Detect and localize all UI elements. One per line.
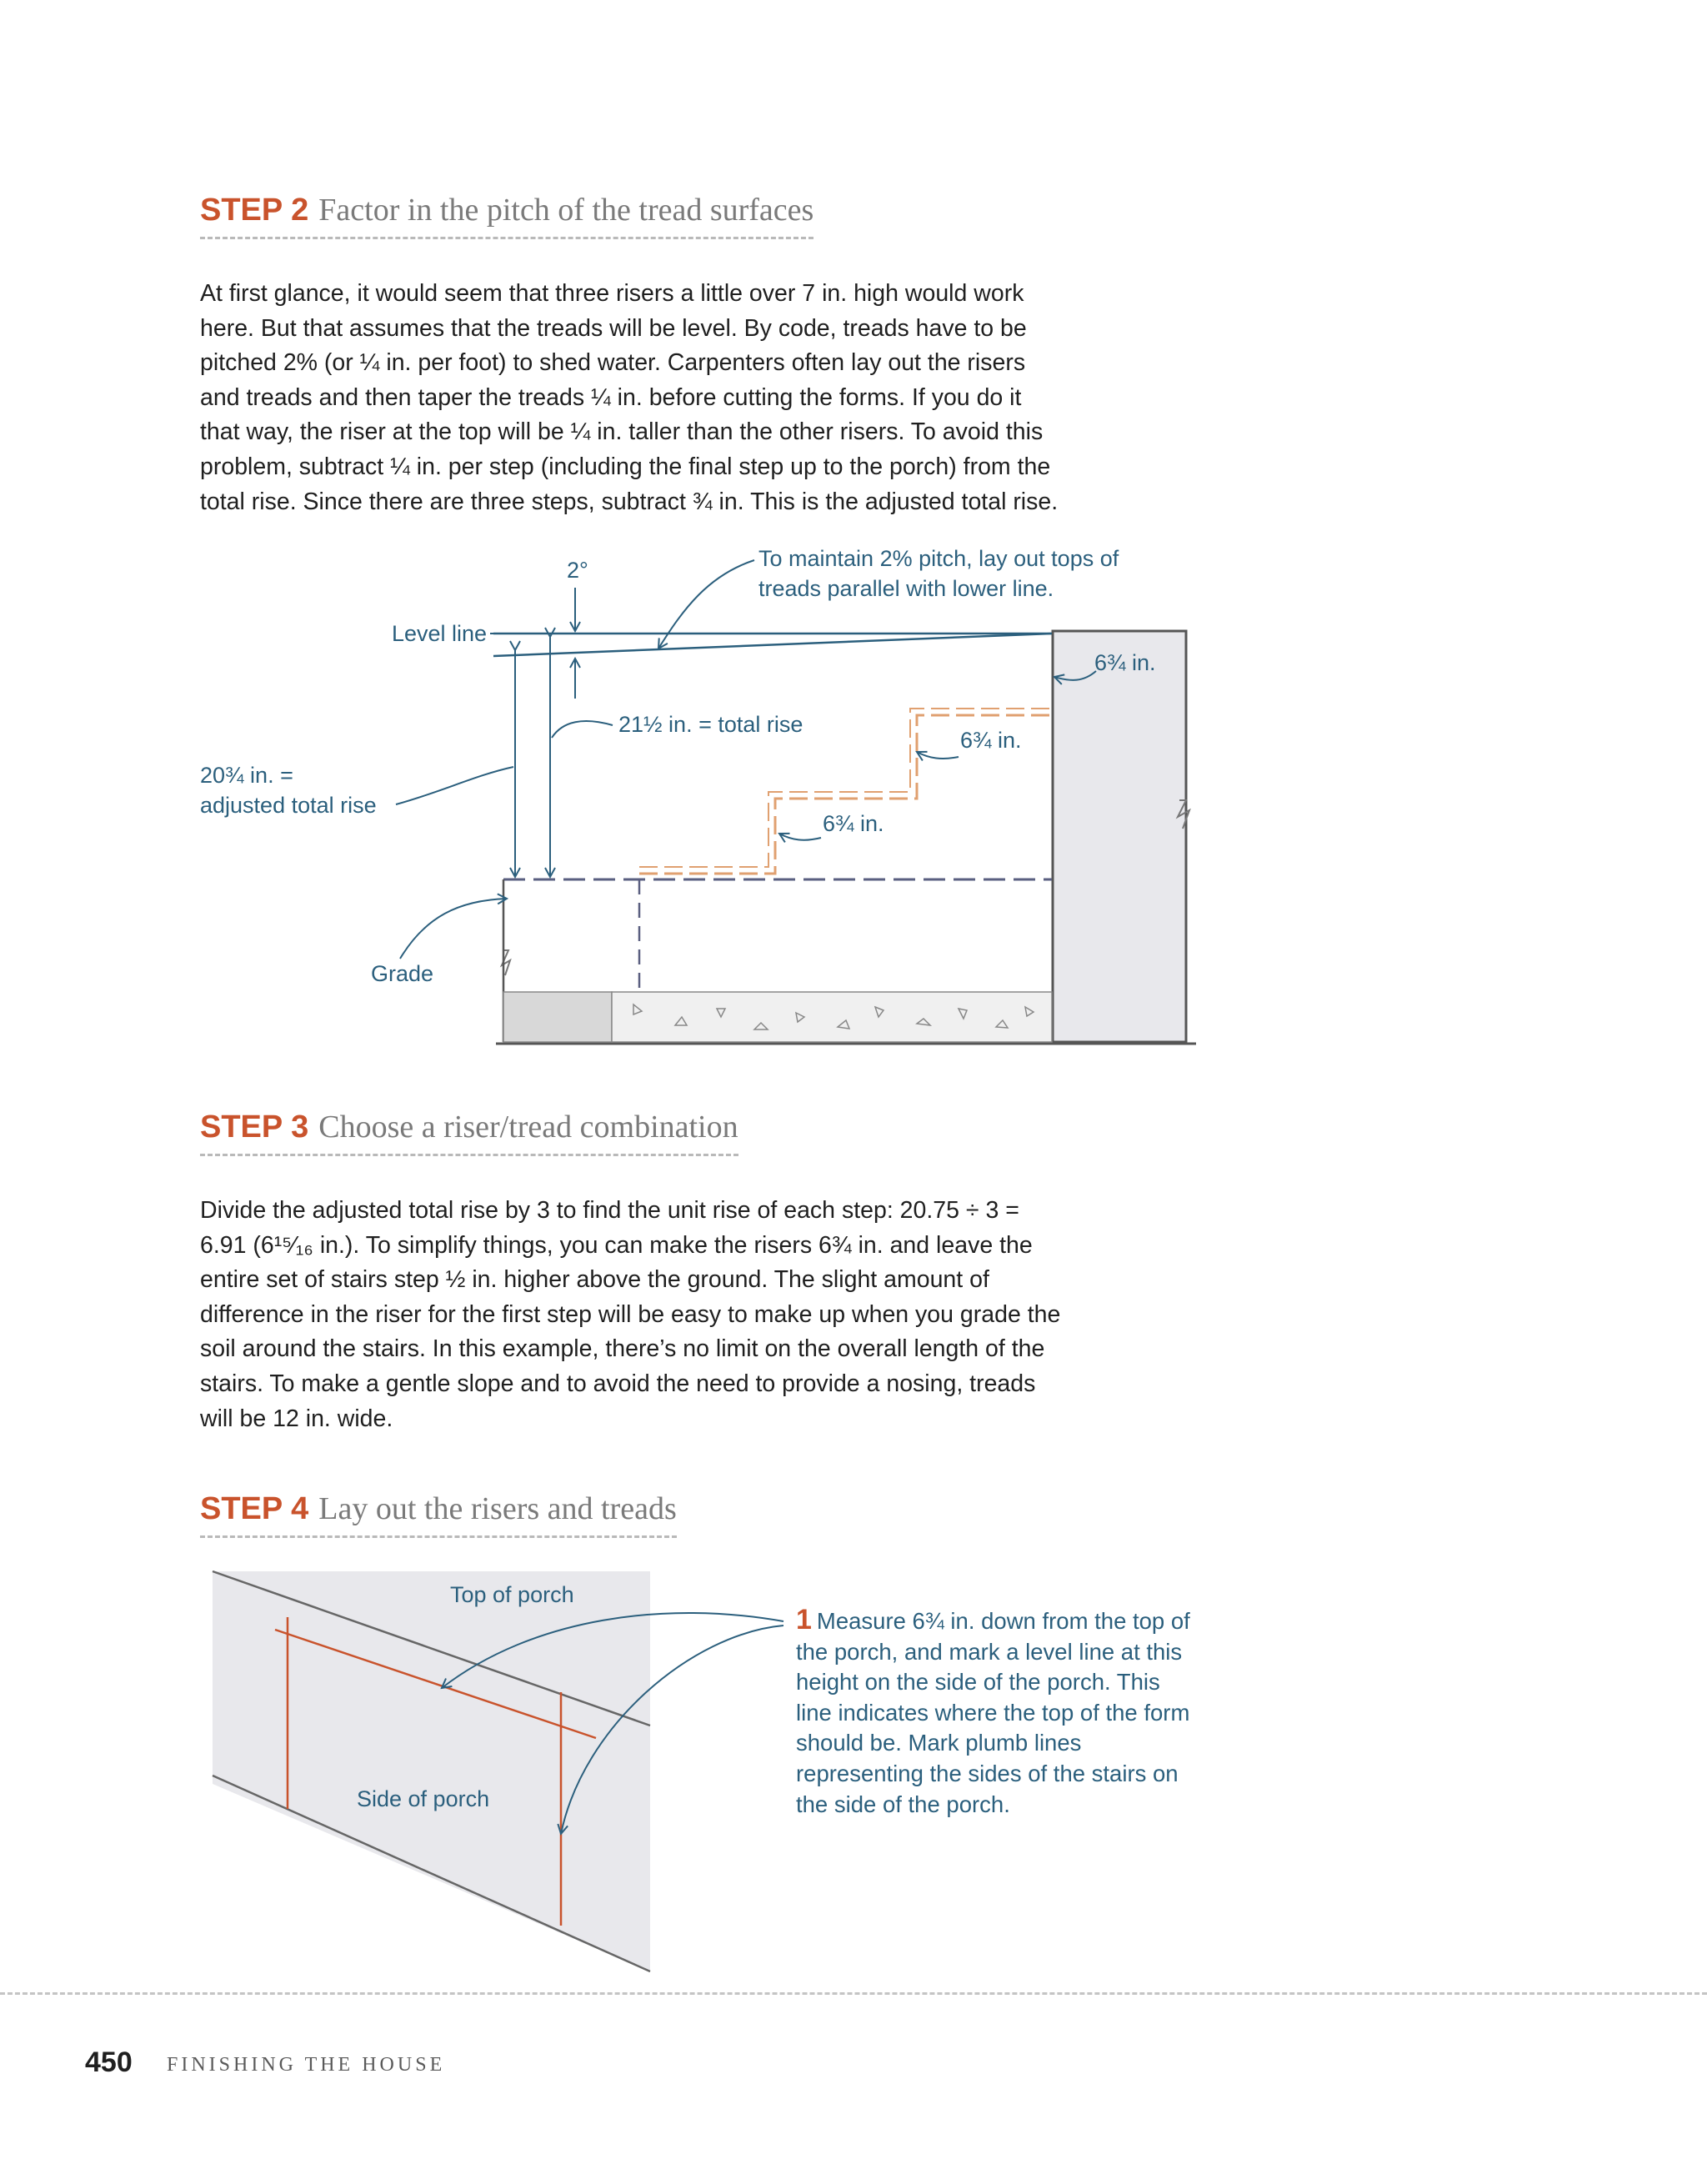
step-title: Lay out the risers and treads [318,1491,677,1526]
step-2-paragraph: At first glance, it would seem that three risers a little over 7 in. high would work here. But that assumes that the treads will be level. By code, treads have to be pitched 2% (or ¼ in. per foot) to shed water. Carpenters often lay out the risers and treads and then taper the treads ¼ in. before cutting the forms. If you do it that way, the riser at the top will be ¼ in. taller than the other risers. To avoid this problem, subtract ¼ in. per step (including the final step up to the porch) from the total rise. Since there are three steps, subtract ¾ in. This is the adjusted total rise. [200,280,1059,515]
pitch-note-line2: treads parallel with lower line. [758,576,1054,601]
side-of-porch-label: Side of porch [357,1786,490,1811]
step-number: STEP 2 [200,193,309,228]
callout-text: Measure 6¾ in. down from the top of the porch, and mark a level line at this height on the side of the porch. This line indicates where the top of the form should be. Mark plumb lines representing the sides of the stairs on the side of the porch. [796,1608,1190,1817]
adjusted-rise-line1: 20¾ in. = [200,763,293,788]
running-head: FINISHING THE HOUSE [167,2054,446,2076]
top-of-porch-label: Top of porch [450,1582,574,1607]
angle-label: 2° [567,558,588,583]
step-4-callout [796,1605,1196,1820]
page-number: 450 [85,2046,133,2078]
footer-divider [0,1992,1707,1995]
middle-riser-label: 6¾ in. [960,728,1022,753]
step-number: STEP 3 [200,1110,309,1145]
step-number: STEP 4 [200,1491,309,1526]
step-title: Factor in the pitch of the tread surfaces [318,193,814,228]
adjusted-rise-line2: adjusted total rise [200,793,377,818]
grade-label: Grade [371,961,434,986]
level-line-label: Level line [392,621,488,646]
top-riser-label: 6¾ in. [1094,650,1156,675]
total-rise-label: 21½ in. = total rise [618,712,803,737]
callout-number: 1 [796,1604,812,1635]
step-3-paragraph: Divide the adjusted total rise by 3 to find the unit rise of each step: 20.75 ÷ 3 = 6.91 (6¹⁵⁄₁₆ in.). To simplify things, you can make the risers 6¾ in. and leave the entire set of stairs step ½ in. higher above the ground. The slight amount of difference in the riser for the first step will be easy to make up when you grade the soil around the stairs. In this example, there’s no limit on the overall length of the stairs. To make a gentle slope and to avoid the need to provide a nosing, treads will be 12 in. wide. [200,1197,1061,1432]
step-title: Choose a riser/tread combination [318,1110,738,1145]
bottom-riser-label: 6¾ in. [823,811,884,836]
pitch-note-line1: To maintain 2% pitch, lay out tops of [758,546,1119,571]
